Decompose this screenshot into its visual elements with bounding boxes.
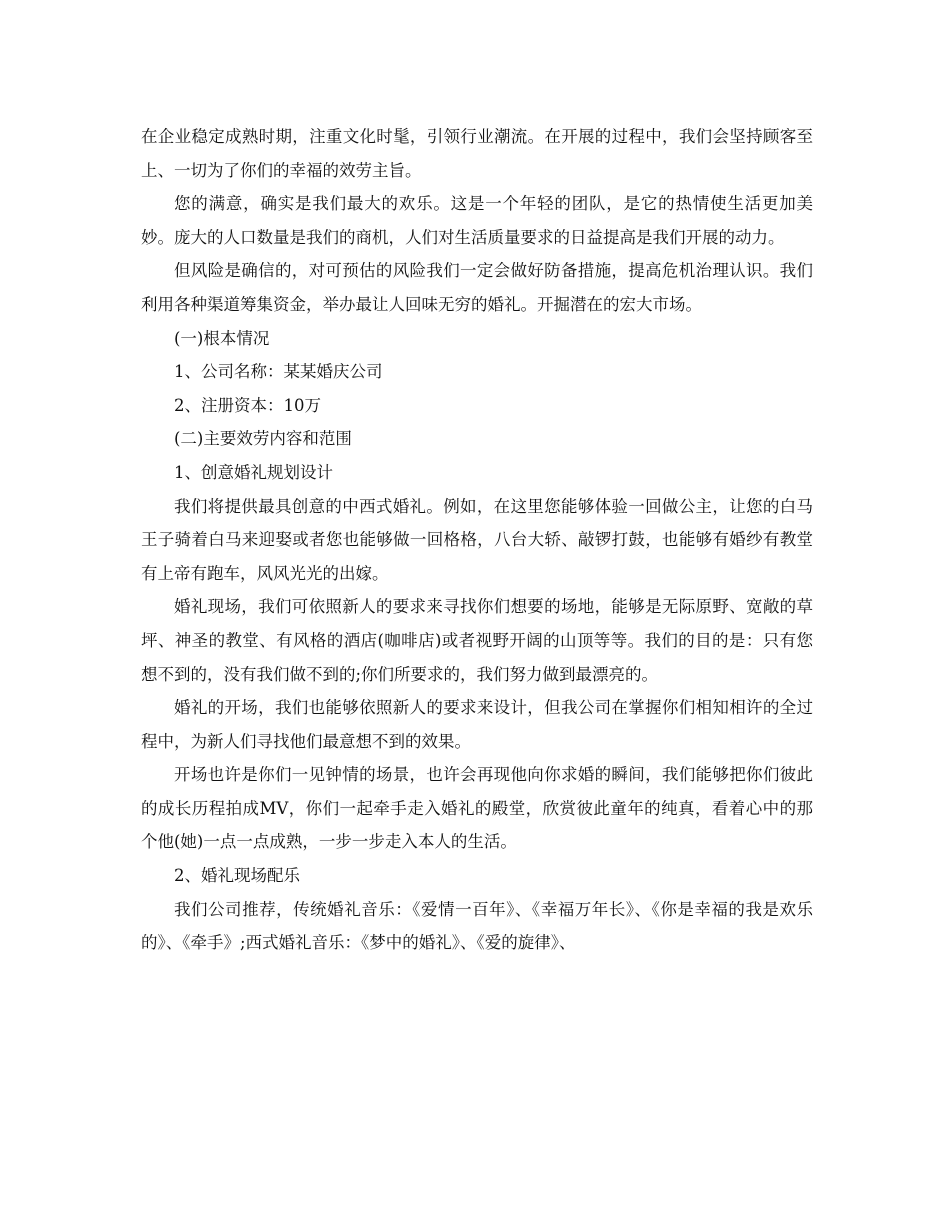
subsection-heading: 2、婚礼现场配乐	[174, 866, 300, 886]
document-body	[141, 120, 813, 960]
list-item: 2、注册资本：10万	[174, 395, 321, 415]
paragraph: 婚礼现场，我们可依照新人的要求来寻找你们想要的场地，能够是无际原野、宽敞的草坪、神圣的教堂、有风格的酒店(咖啡店)或者视野开阔的山顶等等。我们的目的是：只有您想不到的，没有我们做不到的;你们所要求的，我们努力做到最漂亮的。	[141, 597, 813, 684]
paragraph: 但风险是确信的，对可预估的风险我们一定会做好防备措施，提高危机治理认识。我们利用各种渠道筹集资金，举办最让人回味无穷的婚礼。开掘潜在的宏大市场。	[141, 261, 813, 314]
paragraph: 婚礼的开场，我们也能够依照新人的要求来设计，但我公司在掌握你们相知相许的全过程中，为新人们寻找他们最意想不到的效果。	[141, 698, 813, 751]
paragraph: 开场也许是你们一见钟情的场景，也许会再现他向你求婚的瞬间，我们能够把你们彼此的成长历程拍成MV，你们一起牵手走入婚礼的殿堂，欣赏彼此童年的纯真，看着心中的那个他(她)一点一点成熟，一步一步走入本人的生活。	[141, 765, 813, 852]
paragraph: 您的满意，确实是我们最大的欢乐。这是一个年轻的团队，是它的热情使生活更加美妙。庞大的人口数量是我们的商机，人们对生活质量要求的日益提高是我们开展的动力。	[141, 194, 813, 247]
paragraph: 在企业稳定成熟时期，注重文化时髦，引领行业潮流。在开展的过程中，我们会坚持顾客至上、一切为了你们的幸福的效劳主旨。	[141, 127, 813, 180]
paragraph: 我们将提供最具创意的中西式婚礼。例如，在这里您能够体验一回做公主，让您的白马王子骑着白马来迎娶或者您也能够做一回格格，八台大轿、敲锣打鼓，也能够有婚纱有教堂有上帝有跑车，风风光光的出嫁。	[141, 496, 813, 583]
list-item: 1、公司名称：某某婚庆公司	[174, 362, 383, 382]
paragraph: 我们公司推荐，传统婚礼音乐：《爱情一百年》、《幸福万年长》、《你是幸福的我是欢乐的》、《牵手》;西式婚礼音乐：《梦中的婚礼》、《爱的旋律》、	[141, 899, 813, 953]
section-heading: (一)根本情况	[174, 328, 270, 348]
subsection-heading: 1、创意婚礼规划设计	[174, 462, 333, 482]
section-heading: (二)主要效劳内容和范围	[174, 429, 352, 449]
